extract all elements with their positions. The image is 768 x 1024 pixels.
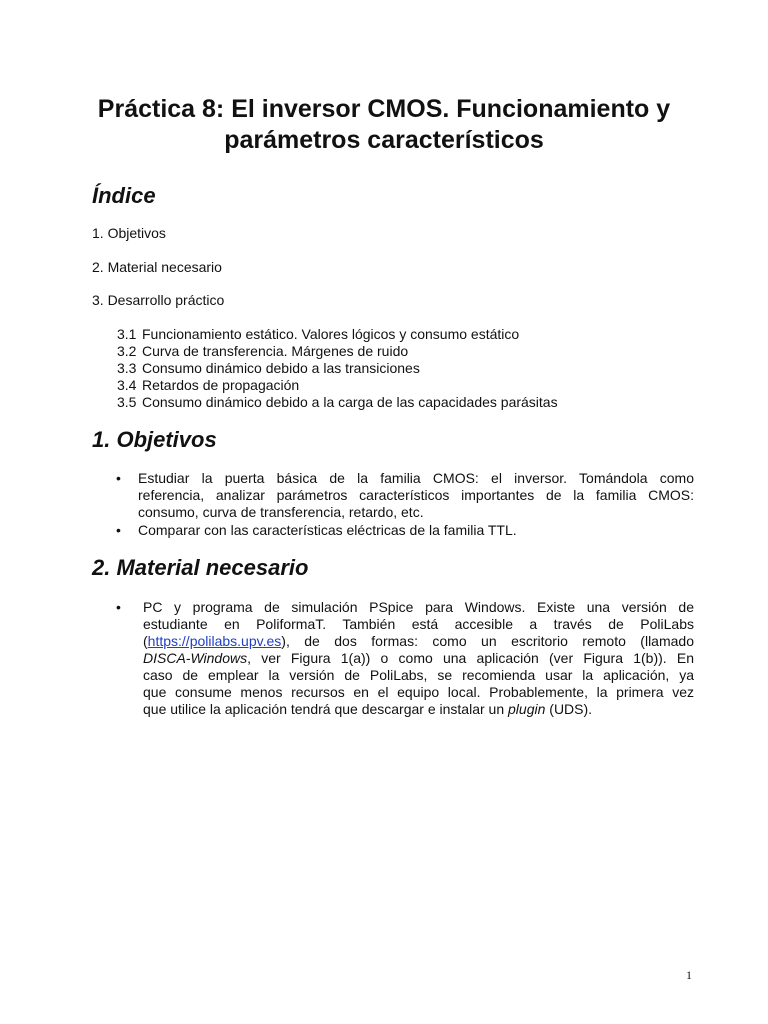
objetivos-bullet-1	[138, 470, 694, 521]
index-item-2: 2. Material necesario	[92, 259, 222, 275]
text-fragment: , ver Figura 1(a)) o como una aplicación (ver Figura 1(b)). En	[247, 650, 694, 666]
text-line: referencia, analizar parámetros característicos importantes de la familia CMOS:	[138, 487, 694, 503]
index-subitem-num: 3.2	[117, 343, 137, 359]
index-subitem-num: 3.3	[117, 360, 137, 376]
text-line	[143, 701, 694, 718]
index-heading: Índice	[92, 183, 156, 208]
text-line	[143, 633, 694, 650]
page-number: 1	[686, 968, 692, 982]
bullet-icon: •	[116, 470, 121, 486]
objetivos-bullet-2: Comparar con las características eléctricas de la familia TTL.	[138, 522, 517, 538]
index-subitem-text: Consumo dinámico debido a las transiciones	[142, 360, 420, 376]
text-fragment: (UDS).	[545, 701, 593, 717]
text-fragment-italic: plugin	[508, 701, 546, 717]
text-line: PC y programa de simulación PSpice para Windows. Existe una versión de	[143, 599, 694, 615]
title-line-2: parámetros característicos	[224, 126, 544, 154]
index-subitem-text: Retardos de propagación	[142, 377, 300, 393]
text-line: Estudiar la puerta básica de la familia CMOS: el inversor. Tomándola como	[138, 470, 694, 486]
index-item-1: 1. Objetivos	[92, 225, 166, 241]
document-title	[60, 94, 708, 156]
section-heading-objetivos: 1. Objetivos	[92, 427, 217, 452]
index-subitem-text: Curva de transferencia. Márgenes de ruido	[142, 343, 409, 359]
text-line: que consume menos recursos en el equipo local. Probablemente, la primera vez	[143, 684, 694, 700]
index-item-3: 3. Desarrollo práctico	[92, 292, 225, 308]
index-subitem-num: 3.1	[117, 326, 137, 342]
bullet-icon: •	[116, 599, 121, 615]
text-line: consumo, curva de transferencia, retardo, etc.	[138, 504, 424, 520]
title-line-1: Práctica 8: El inversor CMOS. Funcionamiento y	[97, 95, 671, 123]
material-bullet-1	[143, 599, 694, 718]
index-subitem-text: Funcionamiento estático. Valores lógicos y consumo estático	[142, 326, 520, 342]
text-line: estudiante en PoliformaT. También está accesible a través de PoliLabs	[143, 616, 694, 632]
text-line	[143, 650, 694, 667]
text-fragment: (	[143, 633, 148, 649]
index-subitem-num: 3.4	[117, 377, 137, 393]
text-fragment-italic: DISCA-Windows	[143, 650, 248, 666]
text-line: caso de emplear la versión de PoliLabs, se recomienda usar la aplicación, ya	[143, 667, 694, 683]
index-subitem-text: Consumo dinámico debido a la carga de las capacidades parásitas	[142, 394, 558, 410]
polilabs-link[interactable]: https://polilabs.upv.es	[147, 633, 282, 649]
index-subitem-num: 3.5	[117, 394, 137, 410]
text-fragment: que utilice la aplicación tendrá que descargar e instalar un	[143, 701, 509, 717]
bullet-icon: •	[116, 522, 121, 538]
text-fragment: ), de dos formas: como un escritorio remoto (llamado	[281, 633, 694, 649]
section-heading-material: 2. Material necesario	[92, 555, 309, 580]
